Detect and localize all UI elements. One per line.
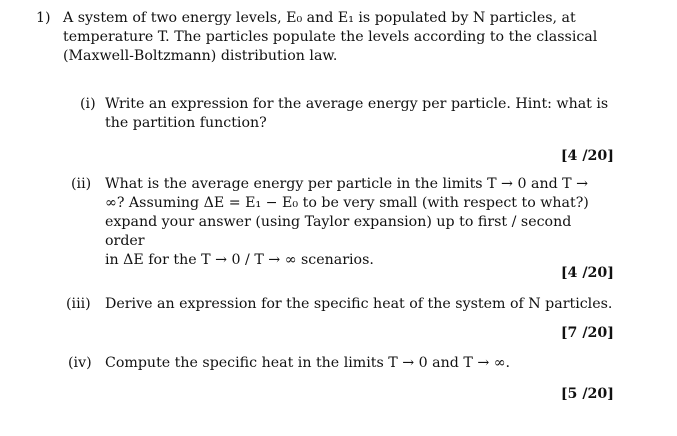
part-text <box>105 95 615 133</box>
intro-line: (Maxwell-Boltzmann) distribution law. <box>63 48 338 64</box>
intro-line: temperature T. The particles populate the levels according to the classical <box>63 29 598 45</box>
marks-part-iv: [5 /20] <box>560 386 614 402</box>
intro-line: A system of two energy levels, E₀ and E₁ is populated by N particles, at <box>63 10 576 26</box>
part-line: Write an expression for the average energy per particle. Hint: what is <box>105 96 609 112</box>
marks-part-ii: [4 /20] <box>560 265 614 281</box>
problem-1 <box>36 9 626 66</box>
part-label: (iv) <box>68 355 92 371</box>
part-line: ∞? Assuming ΔE = E₁ − E₀ to be very small (with respect to what?) <box>105 195 589 211</box>
part-line: expand your answer (using Taylor expansion) up to first / second order <box>105 214 572 249</box>
part-label: (i) <box>80 96 96 112</box>
marks-part-iii: [7 /20] <box>560 325 614 341</box>
question-number: 1) <box>36 10 51 26</box>
part-line: Derive an expression for the specific heat of the system of N particles. <box>105 296 613 312</box>
marks-part-i: [4 /20] <box>560 148 614 164</box>
part-text <box>105 175 615 270</box>
part-text <box>105 295 615 314</box>
part-line: the partition function? <box>105 115 267 131</box>
part-line: Compute the specific heat in the limits T → 0 and T → ∞. <box>105 355 511 371</box>
part-line: in ΔE for the T → 0 / T → ∞ scenarios. <box>105 252 374 268</box>
part-line: What is the average energy per particle in the limits T → 0 and T → <box>105 176 589 192</box>
question-intro <box>63 9 618 66</box>
part-label: (ii) <box>71 176 92 192</box>
part-text <box>105 354 615 373</box>
part-label: (iii) <box>66 296 91 312</box>
